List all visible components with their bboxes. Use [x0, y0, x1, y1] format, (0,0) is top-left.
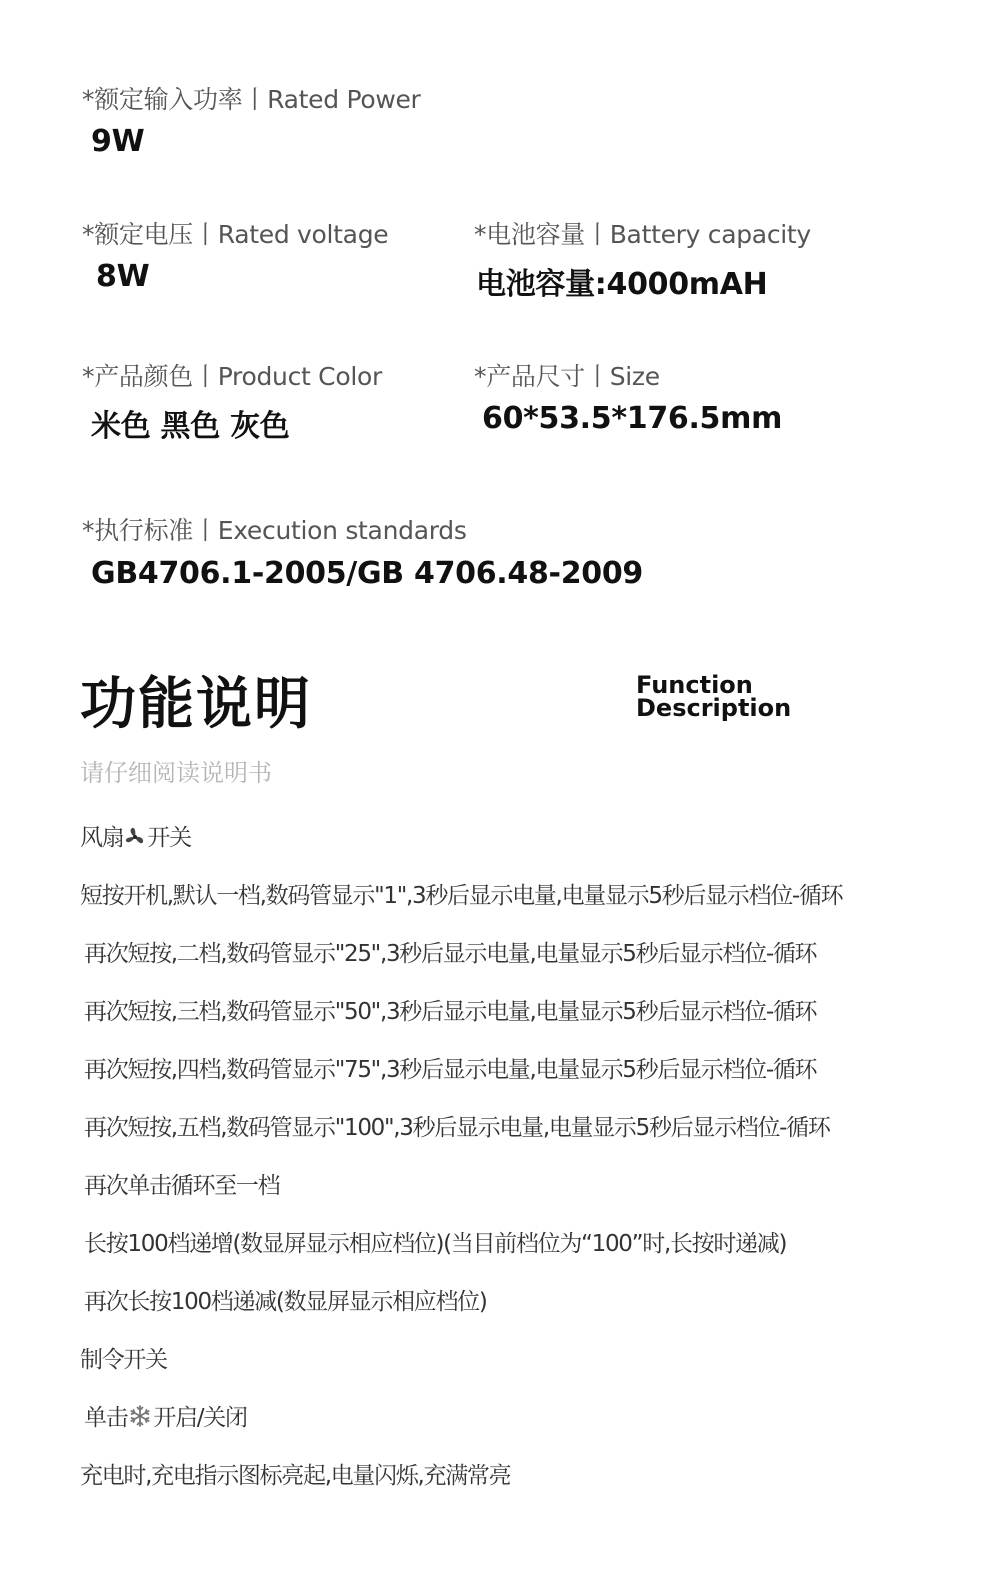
function-line-1: 短按开机,默认一档,数码管显示"1",3秒后显示电量,电量显示5秒后显示档位-循环: [80, 883, 843, 909]
function-line-7: 长按100档递增(数显屏显示相应档位)(当目前档位为“100”时,长按时递减): [84, 1231, 787, 1257]
charging-line: 充电时,充电指示图标亮起,电量闪烁,充满常亮: [80, 1463, 511, 1489]
function-line-4: 再次短按,四档,数码管显示"75",3秒后显示电量,电量显示5秒后显示档位-循环: [84, 1057, 817, 1083]
product-color-value: 米色 黑色 灰色: [91, 409, 290, 444]
fan-switch-heading: [80, 819, 191, 854]
fan-switch-text-before: 风扇: [80, 825, 124, 851]
snowflake-icon: [128, 1404, 152, 1434]
product-color-label: *产品颜色丨Product Color: [82, 362, 382, 391]
rated-voltage-value: 8W: [96, 259, 150, 294]
cooling-click-text-before: 单击: [84, 1405, 128, 1431]
section-title-en-line2: Description: [636, 694, 792, 722]
size-value: 60*53.5*176.5mm: [482, 401, 783, 436]
section-subtitle: 请仔细阅读说明书: [80, 759, 272, 787]
section-title-en-line1: Function: [636, 671, 753, 699]
function-line-6: 再次单击循环至一档: [84, 1173, 280, 1199]
section-title-en: [636, 671, 792, 722]
cooling-click-text-after: 开启/关闭: [153, 1405, 247, 1431]
function-line-2: 再次短按,二档,数码管显示"25",3秒后显示电量,电量显示5秒后显示档位-循环: [84, 941, 817, 967]
rated-power-value: 9W: [91, 124, 145, 159]
fan-switch-text-after: 开关: [147, 825, 191, 851]
rated-voltage-label: *额定电压丨Rated voltage: [82, 220, 389, 249]
section-title: 功能说明: [80, 672, 312, 737]
function-line-3: 再次短按,三档,数码管显示"50",3秒后显示电量,电量显示5秒后显示档位-循环: [84, 999, 817, 1025]
cooling-click-line: [84, 1399, 247, 1434]
battery-capacity-label: *电池容量丨Battery capacity: [474, 220, 811, 249]
execution-standards-label: *执行标准丨Execution standards: [82, 516, 467, 545]
size-label: *产品尺寸丨Size: [474, 362, 660, 391]
fan-icon: [124, 826, 146, 854]
execution-standards-value: GB4706.1-2005/GB 4706.48-2009: [91, 556, 643, 591]
rated-power-label: *额定输入功率丨Rated Power: [82, 85, 421, 114]
cooling-switch-heading: 制令开关: [80, 1347, 167, 1373]
battery-capacity-value: 电池容量:4000mAH: [476, 267, 768, 302]
function-line-5: 再次短按,五档,数码管显示"100",3秒后显示电量,电量显示5秒后显示档位-循环: [84, 1115, 830, 1141]
function-line-8: 再次长按100档递减(数显屏显示相应档位): [84, 1289, 487, 1315]
